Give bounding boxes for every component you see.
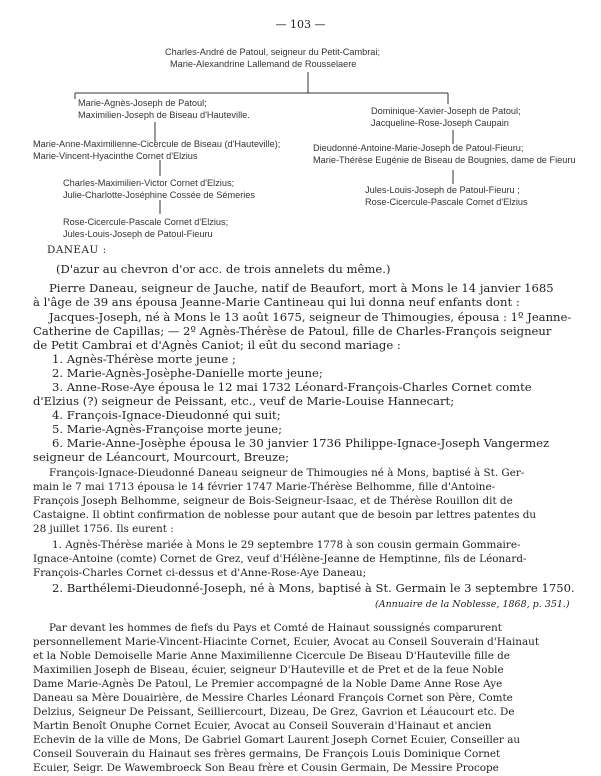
genealogy-name: Rose-Cicercule-Pascale Cornet d'Elzius bbox=[365, 197, 528, 207]
genealogy-name: Dominique-Xavier-Joseph de Patoul; bbox=[371, 106, 521, 116]
genealogy-name: Dieudonné-Antoine-Marie-Joseph de Patoul-Fieuru; bbox=[313, 143, 524, 153]
genealogy-left-3 bbox=[63, 177, 255, 201]
text-line: 28 juillet 1756. Ils eurent : bbox=[33, 523, 174, 535]
genealogy-name: Marie-Agnès-Joseph de Patoul; bbox=[78, 98, 207, 108]
text-line: Maximilien Joseph de Biseau, écuier, seigneur D'Hauteville et de Pret et de la feue Noble bbox=[33, 664, 504, 676]
text-line: et la Noble Demoiselle Marie Anne Maximilienne Cicercule De Biseau D'Hauteville fille de bbox=[33, 650, 510, 662]
text-line: François Joseph Belhomme, seigneur de Bois-Seigneur-Isaac, et de Thérèse Rouillon dit de bbox=[33, 495, 513, 507]
text-line: Catherine de Capillas; — 2º Agnès-Thérèse de Patoul, fille de Charles-François seigneur bbox=[33, 324, 552, 338]
text-line: Conseil Souverain du Hainaut ses frères germains, De François Louis Dominique Cornet bbox=[33, 748, 501, 760]
genealogy-name: Maximilien-Joseph de Biseau d'Hauteville. bbox=[78, 110, 250, 120]
text-line: François-Ignace-Dieudonné Daneau seigneur de Thimougies né à Mons, baptisé à St. Ger- bbox=[49, 467, 525, 479]
list-item: 1. Agnès-Thérèse mariée à Mons le 29 septembre 1778 à son cousin germain Gommaire- bbox=[52, 539, 521, 551]
text-line: Castaigne. Il obtint confirmation de noblesse pour autant que de besoin par lettres patentes du bbox=[33, 509, 537, 521]
text-line: d'Elzius (?) seigneur de Peissant, etc., veuf de Marie-Louise Hannecart; bbox=[33, 394, 455, 408]
genealogy-name: Marie-Alexandrine Lallemand de Rousselaere bbox=[170, 59, 357, 69]
genealogy-name: Marie-Anne-Maximilienne-Cicercule de Biseau (d'Hauteville); bbox=[33, 139, 281, 149]
blazon-line: (D'azur au chevron d'or acc. de trois annelets du même.) bbox=[56, 262, 391, 276]
genealogy-name: Jules-Louis-Joseph de Patoul-Fieuru ; bbox=[365, 185, 520, 195]
genealogy-name: Julie-Charlotte-Joséphine Cossée de Sémeries bbox=[63, 190, 256, 200]
list-item: 3. Anne-Rose-Aye épousa le 12 mai 1732 Léonard-François-Charles Cornet comte bbox=[52, 380, 532, 394]
list-item: 1. Agnès-Thérèse morte jeune ; bbox=[52, 352, 236, 366]
genealogy-name: Jacqueline-Rose-Joseph Caupain bbox=[371, 118, 509, 128]
genealogy-name: Charles-André de Patoul, seigneur du Petit-Cambrai; bbox=[165, 47, 380, 57]
list-item: 2. Marie-Agnès-Josèphe-Danielle morte jeune; bbox=[52, 366, 323, 380]
genealogy-right-2 bbox=[313, 142, 576, 166]
list-item: 5. Marie-Agnès-Françoise morte jeune; bbox=[52, 422, 283, 436]
genealogy-name: Rose-Cicercule-Pascale Cornet d'Elzius; bbox=[63, 217, 229, 227]
list-item: 2. Barthélemi-Dieudonné-Joseph, né à Mons, baptisé à St. Germain le 3 septembre 1750. bbox=[52, 581, 575, 595]
text-line: main le 7 mai 1713 épousa le 14 février 1747 Marie-Thérèse Belhomme, fille d'Antoine- bbox=[33, 481, 496, 493]
genealogy-name: Jules-Louis-Joseph de Patoul-Fieuru bbox=[63, 229, 213, 239]
text-line: Echevin de la ville de Mons, De Gabriel Gomart Laurent Joseph Cornet Ecuier, Conseiller au bbox=[33, 734, 521, 746]
text-line: Martin Benoît Onuphe Cornet Ecuier, Avocat au Conseil Souverain d'Hainaut et ancien bbox=[33, 720, 492, 732]
genealogy-left-2 bbox=[33, 138, 280, 162]
list-item: 4. François-Ignace-Dieudonné qui suit; bbox=[52, 408, 281, 422]
text-line: Ecuier, Seigr. De Wawembroeck Son Beau frère et Cousin Germain, De Messire Procope bbox=[33, 762, 499, 774]
genealogy-right-1 bbox=[371, 105, 521, 129]
source-citation: (Annuaire de la Noblesse, 1868, p. 351.) bbox=[375, 599, 570, 610]
list-item: 6. Marie-Anne-Josèphe épousa le 30 janvier 1736 Philippe-Ignace-Joseph Vangermez bbox=[52, 436, 550, 450]
text-line: Jacques-Joseph, né à Mons le 13 août 1675, seigneur de Thimougies, épousa : 1º Jeanne- bbox=[49, 310, 572, 324]
text-line: à l'âge de 39 ans épousa Jeanne-Marie Cantineau qui lui donna neuf enfants dont : bbox=[33, 295, 520, 309]
text-line: Par devant les hommes de fiefs du Pays et Comté de Hainaut soussignés comparurent bbox=[49, 622, 502, 634]
genealogy-left-4 bbox=[63, 216, 228, 240]
text-line: Delzius, Seigneur De Peissant, Seilliercourt, Dizeau, De Grez, Gavrion et Léaucourt etc. De bbox=[33, 706, 515, 718]
genealogy-name: Charles-Maximilien-Victor Cornet d'Elzius; bbox=[63, 178, 235, 188]
genealogy-right-3 bbox=[365, 184, 528, 208]
text-line: seigneur de Léancourt, Mourcourt, Breuze; bbox=[33, 450, 290, 464]
genealogy-name: Marie-Thérèse Eugénie de Biseau de Bougnies, dame de Fieuru bbox=[313, 155, 576, 165]
text-line: Ignace-Antoine (comte) Cornet de Grez, veuf d'Hélène-Jeanne de Hemptinne, fils de Léonard- bbox=[33, 553, 527, 565]
text-line: Dame Marie-Agnès De Patoul, Le Premier accompagné de la Noble Dame Anne Rose Aye bbox=[33, 678, 503, 690]
genealogy-name: Marie-Vincent-Hyacinthe Cornet d'Elzius bbox=[33, 151, 198, 161]
genealogy-root bbox=[165, 46, 380, 70]
text-line: François-Charles Cornet ci-dessus et d'Anne-Rose-Aye Daneau; bbox=[33, 567, 367, 579]
text-line: Pierre Daneau, seigneur de Jauche, natif de Beaufort, mort à Mons le 14 janvier 1685 bbox=[49, 281, 554, 295]
genealogy-left-1 bbox=[78, 97, 250, 121]
page-number: — 103 — bbox=[275, 18, 326, 31]
text-line: de Petit Cambrai et d'Agnès Caniot; il eût du second mariage : bbox=[33, 338, 401, 352]
family-heading: DANEAU : bbox=[47, 244, 107, 256]
text-line: Daneau sa Mère Douairière, de Messire Charles Léonard François Cornet son Père, Comte bbox=[33, 692, 513, 704]
text-line: personnellement Marie-Vincent-Hiacinte Cornet, Ecuier, Avocat au Conseil Souverain d'Hainaut bbox=[33, 636, 540, 648]
